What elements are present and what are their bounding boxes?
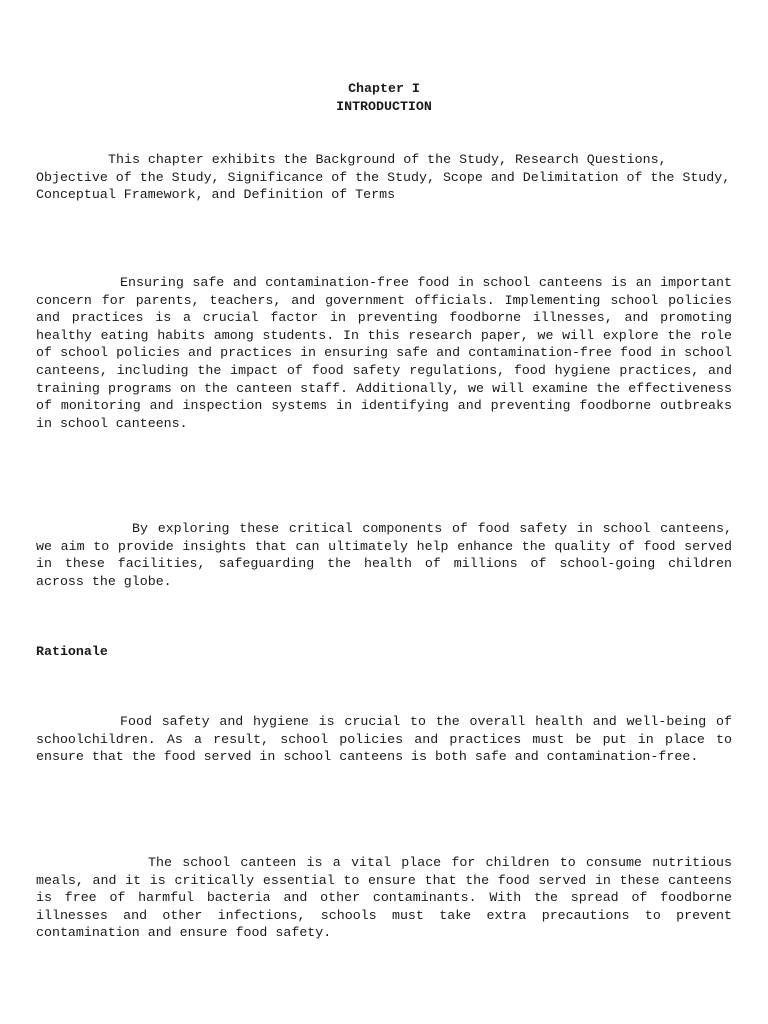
rationale-paragraph-1: Food safety and hygiene is crucial to the overall health and well-being of schoolchildren. As a result, school policies and practices must be put in place to ensure that the food served in school canteens is both safe and contamination-free. (36, 714, 732, 765)
rationale-paragraph-2: The school canteen is a vital place for children to consume nutritious meals, and it is critically essential to ensure that the food served in these canteens is free of harmful bacteria and other contaminants. With the spread of foodborne illnesses and other infections, schools must take extra precautions to prevent contamination and ensure food safety. (36, 855, 732, 941)
paragraph-2: By exploring these critical components of food safety in school canteens, we aim to provide insights that can ultimately help enhance the quality of food served in these facilities, safeguarding the health of millions of school-going children across the globe. (36, 521, 732, 589)
paragraph-1: Ensuring safe and contamination-free food in school canteens is an important concern for parents, teachers, and government officials. Implementing school policies and practices is a crucial factor in preventing foodborne illnesses, and promoting healthy eating habits among students. In this research paper, we will explore the role of school policies and practices in ensuring safe and contamination-free food in school canteens, including the impact of food safety regulations, food hygiene practices, and training programs on the canteen staff. Additionally, we will examine the effectiveness of monitoring and inspection systems in identifying and preventing foodborne outbreaks in school canteens. (36, 275, 732, 431)
chapter-label: Chapter I (348, 81, 420, 96)
chapter-title: INTRODUCTION (336, 99, 432, 114)
intro-paragraph: This chapter exhibits the Background of the Study, Research Questions, Objective of the Study, Significance of the Study, Scope and Delimitation of the Study, Conceptual Framework, and Definition of Terms (36, 152, 731, 203)
rationale-heading: Rationale (36, 644, 108, 659)
